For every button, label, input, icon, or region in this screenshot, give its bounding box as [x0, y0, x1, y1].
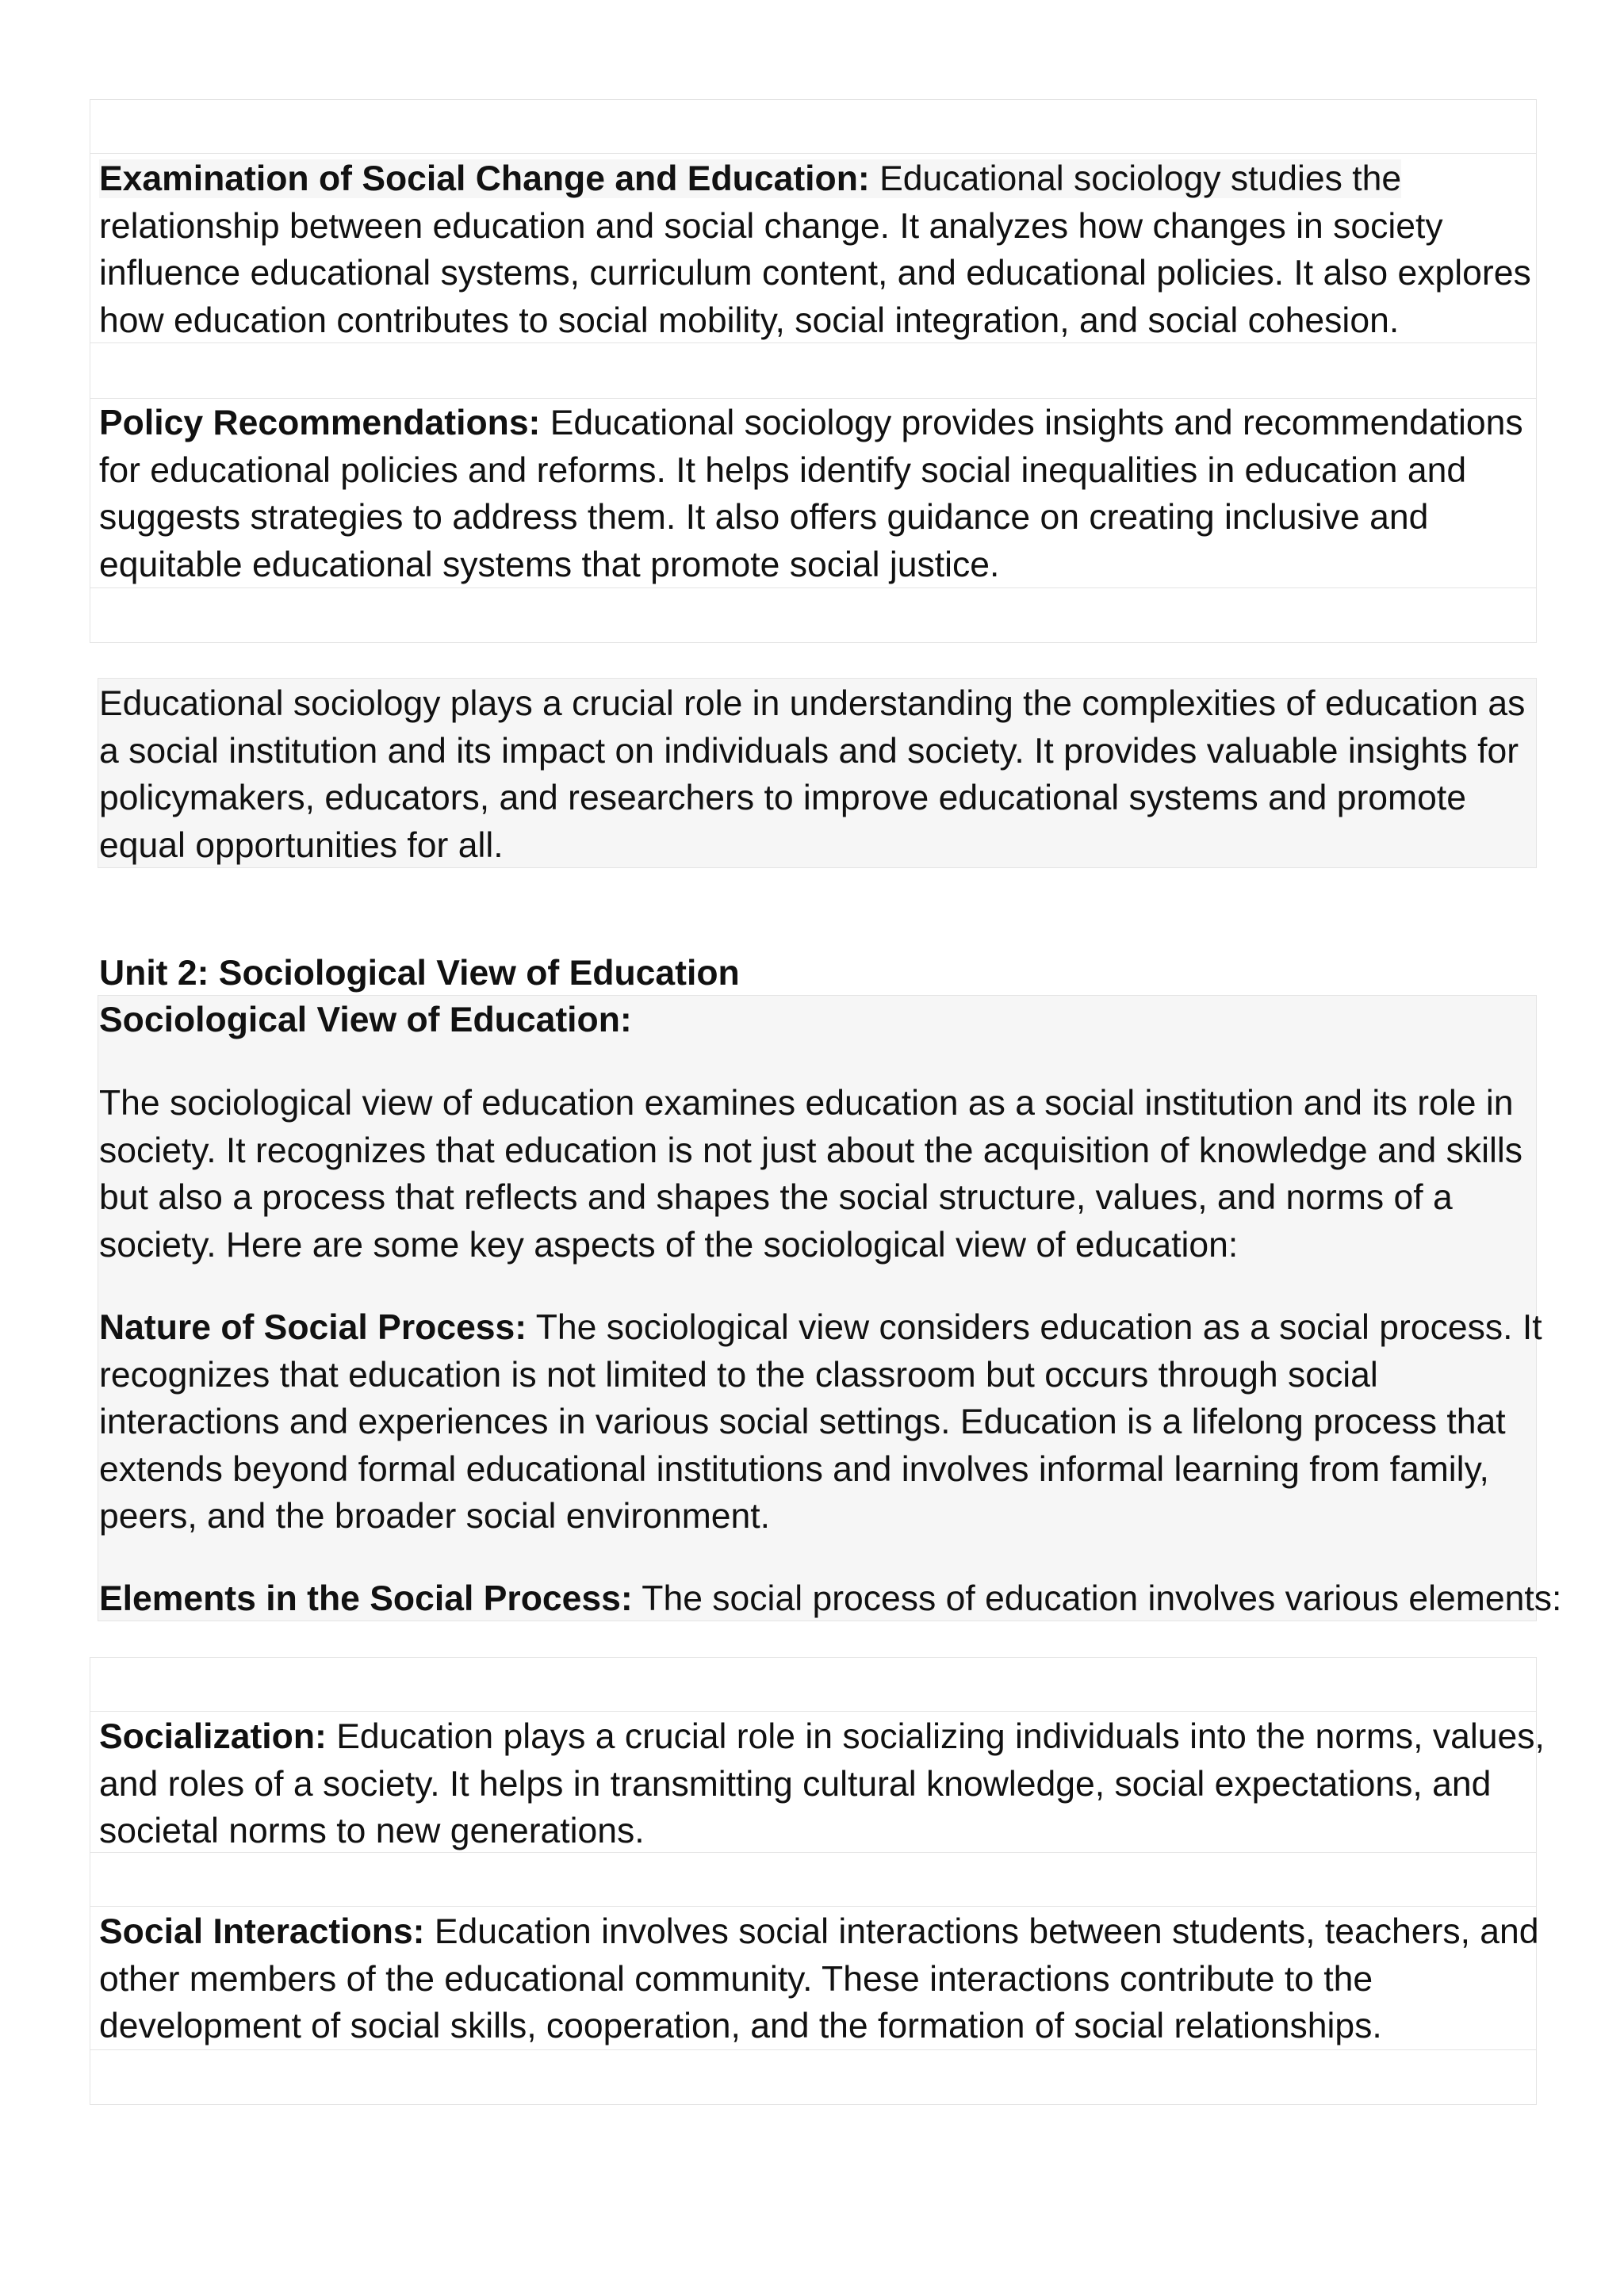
policy-line-3: suggests strategies to address them. It also offers guidance on creating inclusive and — [99, 498, 1429, 537]
socialization-line-3: societal norms to new generations. — [99, 1812, 645, 1850]
nature-line-4: extends beyond formal educational institutions and involves informal learning from family, — [99, 1449, 1489, 1489]
conclusion-paragraph — [99, 680, 1525, 869]
social-change-term: Examination of Social Change and Education: — [99, 159, 870, 198]
social-interactions-line-1: Education involves social interactions between students, teachers, and — [424, 1912, 1539, 1951]
policy-line-4: equitable educational systems that promote social justice. — [99, 545, 1000, 584]
social-change-line-1: Educational sociology studies the — [869, 159, 1402, 198]
social-interactions-line-3: development of social skills, cooperation, and the formation of social relationships. — [99, 2007, 1382, 2045]
policy-line-2: for educational policies and reforms. It helps identify social inequalities in education and — [99, 450, 1467, 490]
social-interactions-term: Social Interactions: — [99, 1912, 425, 1951]
unit2-intro-line-1: The sociological view of education examines education as a social institution and its role in — [99, 1084, 1514, 1123]
blank-cell-2 — [90, 342, 1537, 400]
nature-line-2: recognizes that education is not limited to the classroom but occurs through social — [99, 1355, 1378, 1395]
policy-paragraph — [99, 400, 1523, 588]
socialization-line-1: Education plays a crucial role in socializing individuals into the norms, values, — [326, 1717, 1545, 1756]
socialization-line-2: and roles of a society. It helps in transmitting cultural knowledge, social expectations, and — [99, 1764, 1492, 1804]
conclusion-line-1: Educational sociology plays a crucial role in understanding the complexities of education as — [99, 684, 1526, 723]
conclusion-line-3: policymakers, educators, and researchers to improve educational systems and promote — [99, 779, 1466, 817]
unit2-heading: Unit 2: Sociological View of Education — [99, 954, 740, 993]
conclusion-line-2: a social institution and its impact on individuals and society. It provides valuable insights for — [99, 731, 1519, 771]
nature-term: Nature of Social Process: — [99, 1308, 527, 1347]
blank-cell-5 — [90, 1852, 1537, 1908]
social-change-line-2: relationship between education and social change. It analyzes how changes in society — [99, 206, 1443, 246]
policy-term: Policy Recommendations: — [99, 404, 541, 442]
socialization-term: Socialization: — [99, 1717, 327, 1756]
blank-cell-top — [90, 99, 1537, 155]
elements-term: Elements in the Social Process: — [99, 1579, 633, 1618]
unit2-intro-paragraph — [99, 1080, 1522, 1269]
socialization-paragraph — [99, 1713, 1545, 1855]
social-interactions-line-2: other members of the educational community. These interactions contribute to the — [99, 1959, 1373, 1999]
blank-cell-3 — [90, 587, 1537, 643]
social-interactions-paragraph — [99, 1908, 1539, 2050]
unit2-intro-line-2: society. It recognizes that education is not just about the acquisition of knowledge and skills — [99, 1131, 1523, 1170]
nature-paragraph — [99, 1304, 1542, 1540]
elements-line-1: The social process of education involves various elements: — [632, 1579, 1562, 1618]
conclusion-line-4: equal opportunities for all. — [99, 825, 504, 865]
blank-cell-6 — [90, 2049, 1537, 2105]
social-change-line-3: influence educational systems, curriculum content, and educational policies. It also explores — [99, 254, 1531, 293]
policy-line-1: Educational sociology provides insights and recommendations — [540, 404, 1523, 442]
elements-paragraph — [99, 1575, 1561, 1623]
unit2-subheading: Sociological View of Education: — [99, 1001, 632, 1039]
nature-line-5: peers, and the broader social environment. — [99, 1497, 770, 1536]
nature-line-3: interactions and experiences in various social settings. Education is a lifelong process that — [99, 1402, 1506, 1441]
unit2-intro-line-3: but also a process that reflects and shapes the social structure, values, and norms of a — [99, 1178, 1453, 1217]
social-change-paragraph — [99, 155, 1531, 344]
social-change-line-4: how education contributes to social mobility, social integration, and social cohesion. — [99, 300, 1400, 340]
blank-cell-4 — [90, 1657, 1537, 1712]
unit2-intro-line-4: society. Here are some key aspects of the sociological view of education: — [99, 1225, 1239, 1265]
nature-line-1: The sociological view considers education as a social process. It — [527, 1308, 1542, 1347]
